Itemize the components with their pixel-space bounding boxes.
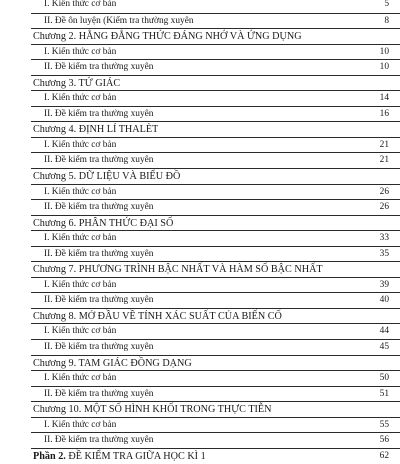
toc-item-row	[31, 339, 400, 355]
toc-entry-title: I. Kiến thức cơ bản	[44, 279, 117, 290]
toc-entry-title: I. Kiến thức cơ bản	[44, 186, 117, 197]
toc-entry-title: Chương 6. PHÂN THỨC ĐẠI SỐ	[33, 217, 174, 229]
toc-page-number: 62	[379, 450, 389, 461]
toc-item-row	[31, 230, 400, 246]
toc-entry-title: Chương 8. MỞ ĐẦU VỀ TÍNH XÁC SUẤT CỦA BIẾN CỐ	[33, 310, 282, 322]
toc-page-number: 10	[379, 46, 389, 57]
toc-page-number: 21	[379, 155, 389, 166]
toc-entry-title: Chương 10. MỘT SỐ HÌNH KHỐI TRONG THỰC TIỄN	[33, 404, 272, 416]
toc-entry-title: I. Kiến thức cơ bản	[44, 46, 117, 57]
toc-page-number: 10	[379, 62, 389, 73]
toc-item-row	[31, 106, 400, 122]
toc-entry-title: II. Đề kiểm tra thường xuyên	[44, 62, 154, 73]
toc-item-row	[31, 370, 400, 386]
toc-item-row	[31, 277, 400, 293]
toc-chapter-row	[31, 215, 400, 231]
toc-page-number: 26	[379, 202, 389, 213]
toc-item-row	[31, 417, 400, 433]
toc-chapter-row	[31, 355, 400, 371]
toc-chapter-row	[31, 401, 400, 417]
toc-chapter-row	[31, 168, 400, 184]
toc-page-number: 39	[379, 279, 389, 290]
toc-page-number: 5	[384, 0, 389, 9]
toc-chapter-row	[31, 28, 400, 44]
toc-entry-title: Chương 7. PHƯƠNG TRÌNH BẬC NHẤT VÀ HÀM SỐ BẬC NHẤT	[33, 264, 323, 276]
toc-entry-title: I. Kiến thức cơ bản	[44, 93, 117, 104]
toc-page-number: 14	[379, 93, 389, 104]
toc-entry-title: I. Kiến thức cơ bản	[44, 139, 117, 150]
toc-item-row	[31, 44, 400, 60]
toc-item-row	[31, 152, 400, 168]
toc-entry-title: I. Kiến thức cơ bản	[44, 419, 117, 430]
toc-entry-title: II. Đề kiểm tra thường xuyên	[44, 248, 154, 259]
toc-item-row	[31, 246, 400, 262]
toc-item-row	[31, 386, 400, 402]
toc-item-row	[31, 59, 400, 75]
toc-page-number: 40	[379, 295, 389, 306]
toc-item-row	[31, 0, 400, 13]
toc-entry-title: ĐỀ KIỂM TRA GIỮA HỌC KÌ 1	[68, 450, 206, 462]
toc-entry-title: II. Đề kiểm tra thường xuyên	[44, 435, 154, 446]
toc-item-row	[31, 13, 400, 29]
toc-entry-title: II. Đề ôn luyện (Kiểm tra thường xuyên	[44, 15, 194, 26]
toc-entry-title: Chương 2. HẰNG ĐẲNG THỨC ĐÁNG NHỚ VÀ ỨNG DỤNG	[33, 31, 302, 43]
toc-chapter-row	[31, 308, 400, 324]
toc-item-row	[31, 323, 400, 339]
toc-item-row	[31, 90, 400, 106]
toc-page-number: 26	[379, 186, 389, 197]
toc-entry-title: Chương 9. TAM GIÁC ĐỒNG DẠNG	[33, 357, 192, 369]
toc-entry-title: Chương 3. TỨ GIÁC	[33, 77, 121, 89]
toc-entry-title: II. Đề kiểm tra thường xuyên	[44, 295, 154, 306]
toc-item-row	[31, 184, 400, 200]
toc-page-number: 51	[379, 388, 389, 399]
toc-entry-title: II. Đề kiểm tra thường xuyên	[44, 202, 154, 213]
toc-page-number: 21	[379, 139, 389, 150]
toc-item-row	[31, 199, 400, 215]
toc-page-number: 44	[379, 326, 389, 337]
toc-entry-title: Chương 5. DỮ LIỆU VÀ BIỂU ĐỒ	[33, 171, 181, 183]
toc-item-row	[31, 432, 400, 448]
toc-page-number: 35	[379, 248, 389, 259]
toc-entry-title: I. Kiến thức cơ bản	[44, 326, 117, 337]
toc-chapter-row	[31, 121, 400, 137]
toc-chapter-row	[31, 261, 400, 277]
toc-page-number: 50	[379, 373, 389, 384]
toc-page-number: 8	[384, 15, 389, 26]
toc-page-number: 45	[379, 342, 389, 353]
toc-page-number: 33	[379, 233, 389, 244]
toc-part-row	[31, 448, 400, 464]
toc-page-number: 56	[379, 435, 389, 446]
toc-entry-title: Chương 4. ĐỊNH LÍ THALÈT	[33, 124, 159, 136]
toc-item-row	[31, 137, 400, 153]
toc-entry-title: I. Kiến thức cơ bản	[44, 0, 117, 9]
toc-item-row	[31, 292, 400, 308]
toc-entry-title: II. Đề kiểm tra thường xuyên	[44, 108, 154, 119]
toc-page-number: 16	[379, 108, 389, 119]
table-of-contents	[31, 0, 400, 463]
toc-entry-title: I. Kiến thức cơ bản	[44, 233, 117, 244]
toc-entry-title: II. Đề kiểm tra thường xuyên	[44, 388, 154, 399]
toc-chapter-row	[31, 75, 400, 91]
toc-entry-title: I. Kiến thức cơ bản	[44, 373, 117, 384]
toc-entry-title: II. Đề kiểm tra thường xuyên	[44, 342, 154, 353]
toc-page-number: 55	[379, 419, 389, 430]
toc-part-label: Phần 2.	[33, 450, 66, 462]
toc-entry-title: II. Đề kiểm tra thường xuyên	[44, 155, 154, 166]
